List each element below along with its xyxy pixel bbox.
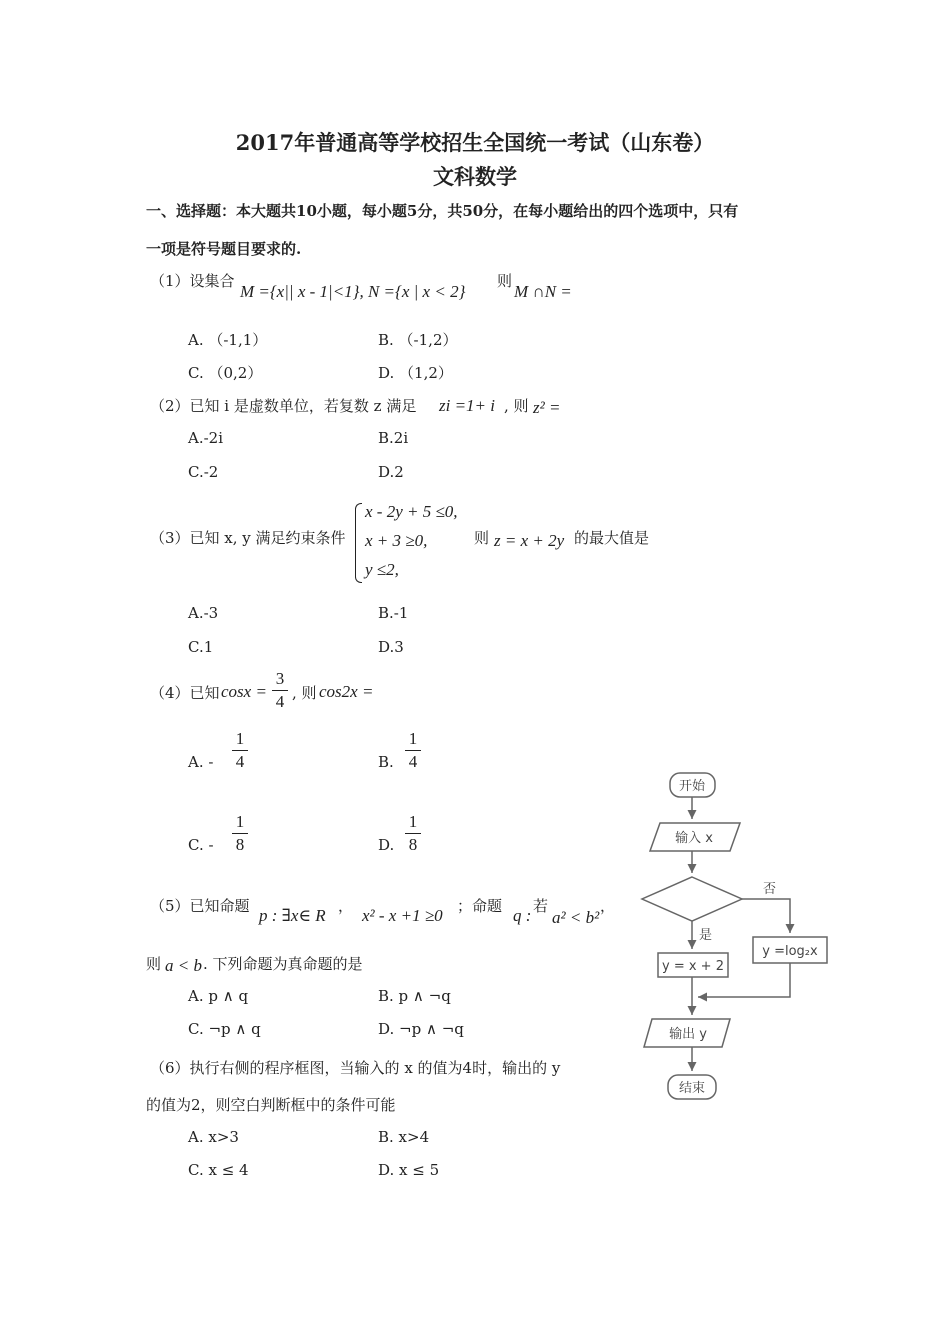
- q4-option-d-label: D.: [378, 836, 395, 854]
- q4-option-d-fraction: [403, 812, 423, 855]
- q1-option-a: A. （-1,1）: [188, 331, 268, 349]
- q6-line1: （6）执行右侧的程序框图，当输入的 x 的值为4时，输出的 y: [150, 1059, 561, 1077]
- q4-option-d-numerator: 1: [408, 812, 418, 831]
- q4-fraction-denominator: 4: [275, 692, 285, 711]
- flow-output-label: 输出 y: [669, 1027, 707, 1042]
- q3-constraint-2: x + 3 ≥0,: [365, 531, 428, 550]
- section-header-line1: 一、选择题：本大题共10小题，每小题5分，共50分，在每小题给出的四个选项中，只有: [146, 202, 739, 220]
- program-flowchart: [630, 765, 840, 1110]
- q1-option-b: B. （-1,2）: [378, 331, 458, 349]
- q3-option-c: C.1: [188, 638, 214, 656]
- q5-option-d: D. ¬p ∧ ¬q: [378, 1020, 464, 1038]
- q4-mid: , 则: [292, 684, 317, 702]
- q4-option-d-denominator: 8: [408, 835, 418, 854]
- q4-option-b-fraction: [403, 729, 423, 772]
- q5-semicolon: ；命题: [457, 897, 503, 915]
- q1-expression: M ={x|| x - 1|<1}, N ={x | x < 2}: [240, 282, 466, 301]
- q5-line2-expression: a < b: [165, 956, 202, 975]
- q2-mid: , 则: [504, 397, 529, 415]
- q2-option-b: B.2i: [378, 429, 409, 447]
- q5-ruo: 若: [533, 897, 549, 915]
- q4-option-a-label: A. -: [188, 753, 214, 771]
- constraint-brace: [355, 503, 362, 583]
- q1-option-c: C. （0,2）: [188, 364, 263, 382]
- flow-no-process-label: y =log₂x: [762, 944, 818, 959]
- q6-option-c: C. x ≤ 4: [188, 1161, 249, 1179]
- flow-yes-label: 是: [699, 928, 713, 943]
- q2-label: （2）已知 i 是虚数单位，若复数 z 满足: [150, 397, 417, 415]
- q4-fraction-numerator: 3: [275, 669, 285, 688]
- page-title: 2017年普通高等学校招生全国统一考试（山东卷）: [235, 130, 715, 155]
- q5-option-c: C. ¬p ∧ q: [188, 1020, 261, 1038]
- flow-decision-node: [642, 877, 742, 921]
- q4-option-c-fraction: [230, 812, 250, 855]
- q5-comma: ，: [338, 897, 354, 915]
- q2-option-d: D.2: [378, 463, 404, 481]
- q4-expression: cosx =: [221, 682, 267, 701]
- flow-start-label: 开始: [678, 779, 706, 794]
- flow-yes-process-label: y = x + 2: [662, 959, 724, 974]
- q4-option-b-numerator: 1: [408, 729, 418, 748]
- q3-mid: 则: [474, 529, 490, 547]
- flow-no-label: 否: [763, 882, 777, 897]
- q6-option-b: B. x>4: [378, 1128, 430, 1146]
- q5-comma-2: ，: [600, 897, 616, 915]
- q2-option-c: C.-2: [188, 463, 219, 481]
- fraction-bar: [232, 750, 248, 751]
- q5-line2-tail: . 下列命题为真命题的是: [203, 955, 363, 973]
- q4-expression-2: cos2x =: [319, 682, 374, 701]
- section-header-line2: 一项是符号题目要求的.: [146, 240, 302, 258]
- q5-label: （5）已知命题: [150, 897, 250, 915]
- q5-proposition-q: q :: [513, 906, 532, 925]
- q3-option-b: B.-1: [378, 604, 409, 622]
- q2-expression: zi =1+ i: [439, 396, 496, 415]
- q2-option-a: A.-2i: [188, 429, 224, 447]
- q4-label: （4）已知: [150, 684, 220, 702]
- q3-expression: z = x + 2y: [494, 531, 565, 550]
- q3-option-d: D.3: [378, 638, 404, 656]
- q6-option-d: D. x ≤ 5: [378, 1161, 440, 1179]
- flow-arrow: [742, 899, 790, 933]
- q1-option-d: D. （1,2）: [378, 364, 453, 382]
- fraction-bar: [272, 690, 288, 691]
- q1-mid: 则: [497, 272, 513, 290]
- q4-option-c-label: C. -: [188, 836, 214, 854]
- q4-option-a-fraction: [230, 729, 250, 772]
- q3-constraint-3: y ≤2,: [365, 560, 399, 579]
- q5-line2-prefix: 则: [146, 955, 162, 973]
- q4-option-b-denominator: 4: [408, 752, 418, 771]
- q5-proposition-p: p : ∃x∈ R: [259, 906, 326, 925]
- q6-option-a: A. x>3: [188, 1128, 239, 1146]
- q5-proposition-p-inequality: x² - x +1 ≥0: [362, 906, 443, 925]
- q3-tail: 的最大值是: [574, 529, 650, 547]
- q4-option-a-numerator: 1: [235, 729, 245, 748]
- q1-label: （1）设集合: [150, 272, 235, 290]
- q3-constraint-1: x - 2y + 5 ≤0,: [365, 502, 458, 521]
- q3-option-a: A.-3: [188, 604, 219, 622]
- flow-input-label: 输入 x: [675, 831, 713, 846]
- q2-expression-2: z² =: [533, 398, 561, 417]
- q3-label: （3）已知 x, y 满足约束条件: [150, 529, 346, 547]
- fraction-bar: [232, 833, 248, 834]
- q4-option-a-denominator: 4: [235, 752, 245, 771]
- fraction-bar: [405, 750, 421, 751]
- q5-option-b: B. p ∧ ¬q: [378, 987, 451, 1005]
- q1-expression-2: M ∩N =: [514, 282, 572, 301]
- q5-option-a: A. p ∧ q: [188, 987, 249, 1005]
- q4-option-c-denominator: 8: [235, 835, 245, 854]
- q5-proposition-q-inequality: a² < b²: [552, 908, 600, 927]
- q4-fraction: [270, 669, 290, 712]
- flow-end-label: 结束: [678, 1081, 706, 1096]
- q6-line2: 的值为2，则空白判断框中的条件可能: [146, 1096, 396, 1114]
- q4-option-b-label: B.: [378, 753, 394, 771]
- q4-option-c-numerator: 1: [235, 812, 245, 831]
- page-subtitle: 文科数学: [433, 164, 517, 189]
- fraction-bar: [405, 833, 421, 834]
